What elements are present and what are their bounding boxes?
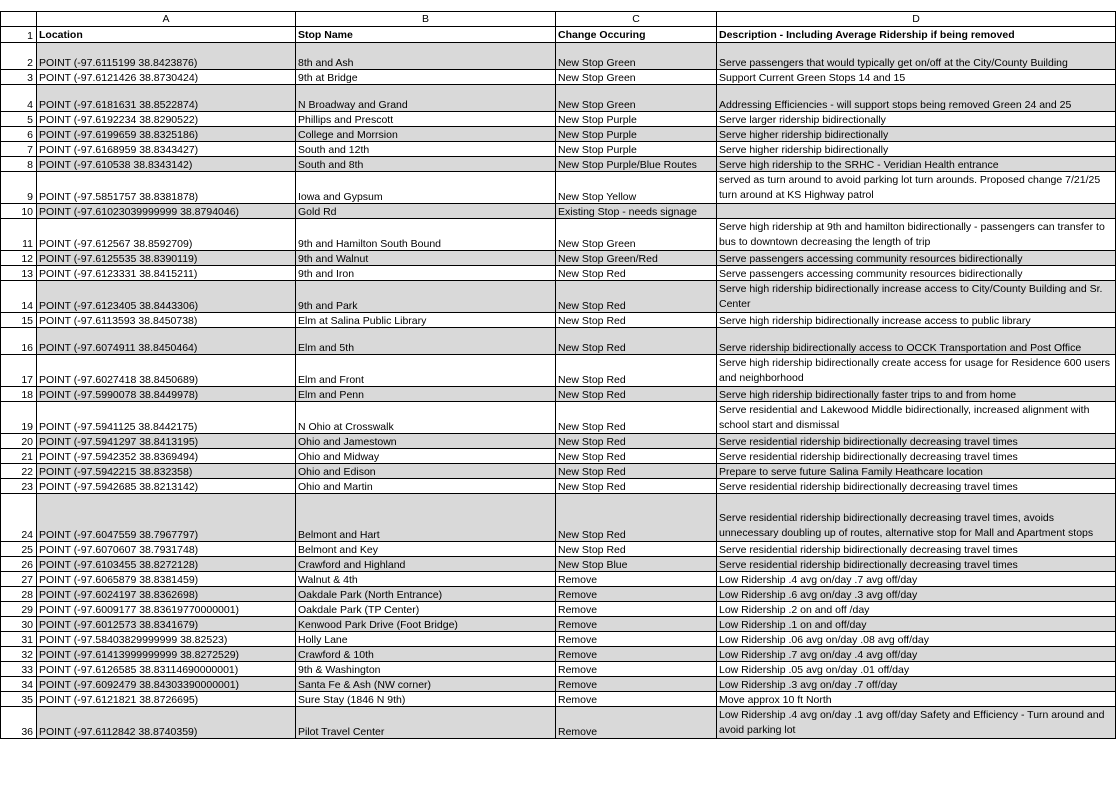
cell-stop-name[interactable]: South and 12th	[296, 142, 556, 157]
cell-change[interactable]: Remove	[556, 587, 717, 602]
cell-description[interactable]: Serve residential ridership bidirectionally decreasing travel times	[717, 434, 1116, 449]
cell-location[interactable]: POINT (-97.6168959 38.8343427)	[37, 142, 296, 157]
cell-location[interactable]: POINT (-97.6126585 38.83114690000001)	[37, 662, 296, 677]
header-description[interactable]: Description - Including Average Ridership if being removed	[717, 27, 1116, 43]
cell-description[interactable]: Addressing Efficiencies - will support stops being removed Green 24 and 25	[717, 85, 1116, 112]
cell-change[interactable]: New Stop Green	[556, 70, 717, 85]
cell-location[interactable]: POINT (-97.5942352 38.8369494)	[37, 449, 296, 464]
cell-stop-name[interactable]: South and 8th	[296, 157, 556, 172]
cell-location[interactable]: POINT (-97.5990078 38.8449978)	[37, 387, 296, 402]
header-change[interactable]: Change Occuring	[556, 27, 717, 43]
table-row	[1, 70, 1116, 85]
row-number[interactable]: 33	[1, 662, 37, 677]
table-row	[1, 662, 1116, 677]
row-number[interactable]: 11	[1, 219, 37, 251]
row-number[interactable]: 15	[1, 313, 37, 328]
cell-stop-name[interactable]: Elm and Penn	[296, 387, 556, 402]
cell-location[interactable]: POINT (-97.6115199 38.8423876)	[37, 43, 296, 70]
cell-stop-name[interactable]: 8th and Ash	[296, 43, 556, 70]
table-row	[1, 707, 1116, 739]
cell-description[interactable]: Low Ridership .4 avg on/day .7 avg off/day	[717, 572, 1116, 587]
cell-description[interactable]: Serve residential ridership bidirectionally decreasing travel times	[717, 449, 1116, 464]
cell-description[interactable]: Serve high ridership at 9th and hamilton bidirectionally - passengers can transfer to bus to downtown decreasing the length of trip	[717, 219, 1116, 251]
column-header-a[interactable]: A	[37, 12, 296, 27]
table-row	[1, 402, 1116, 434]
cell-change[interactable]: New Stop Red	[556, 281, 717, 313]
cell-location[interactable]: POINT (-97.6027418 38.8450689)	[37, 355, 296, 387]
cell-description[interactable]: Low Ridership .2 on and off /day	[717, 602, 1116, 617]
table-row	[1, 387, 1116, 402]
table-row	[1, 142, 1116, 157]
cell-location[interactable]: POINT (-97.6113593 38.8450738)	[37, 313, 296, 328]
spreadsheet-grid	[0, 11, 1116, 739]
table-row	[1, 157, 1116, 172]
cell-description[interactable]: Serve higher ridership bidirectionally	[717, 127, 1116, 142]
column-header-c[interactable]: C	[556, 12, 717, 27]
cell-stop-name[interactable]: Santa Fe & Ash (NW corner)	[296, 677, 556, 692]
row-number[interactable]: 4	[1, 85, 37, 112]
header-stop-name[interactable]: Stop Name	[296, 27, 556, 43]
cell-description[interactable]: Serve residential and Lakewood Middle bidirectionally, increased alignment with school start and dismissal	[717, 402, 1116, 434]
cell-stop-name[interactable]: 9th and Walnut	[296, 251, 556, 266]
cell-change[interactable]: New Stop Red	[556, 387, 717, 402]
table-row	[1, 677, 1116, 692]
cell-description[interactable]: served as turn around to avoid parking lot turn arounds. Proposed change 7/21/25 turn around at KS Highway patrol	[717, 172, 1116, 204]
cell-description[interactable]: Low Ridership .1 on and off/day	[717, 617, 1116, 632]
table-row	[1, 647, 1116, 662]
cell-location[interactable]: POINT (-97.6009177 38.83619770000001)	[37, 602, 296, 617]
cell-stop-name[interactable]: 9th and Hamilton South Bound	[296, 219, 556, 251]
row-number[interactable]: 27	[1, 572, 37, 587]
row-number[interactable]: 28	[1, 587, 37, 602]
cell-change[interactable]: New Stop Purple	[556, 142, 717, 157]
cell-description[interactable]: Serve high ridership bidirectionally increase access to public library	[717, 313, 1116, 328]
table-row	[1, 449, 1116, 464]
cell-change[interactable]: Remove	[556, 692, 717, 707]
table-row	[1, 43, 1116, 70]
cell-change[interactable]: Remove	[556, 602, 717, 617]
row-number[interactable]: 19	[1, 402, 37, 434]
cell-change[interactable]: New Stop Green/Red	[556, 251, 717, 266]
cell-location[interactable]: POINT (-97.5942685 38.8213142)	[37, 479, 296, 494]
cell-change[interactable]: New Stop Red	[556, 328, 717, 355]
table-row	[1, 557, 1116, 572]
cell-change[interactable]: New Stop Red	[556, 355, 717, 387]
cell-change[interactable]: New Stop Blue	[556, 557, 717, 572]
row-number[interactable]: 14	[1, 281, 37, 313]
cell-stop-name[interactable]: Oakdale Park (North Entrance)	[296, 587, 556, 602]
cell-location[interactable]: POINT (-97.6199659 38.8325186)	[37, 127, 296, 142]
row-number[interactable]: 32	[1, 647, 37, 662]
cell-change[interactable]: Remove	[556, 572, 717, 587]
cell-change[interactable]: New Stop Red	[556, 464, 717, 479]
column-header-d[interactable]: D	[717, 12, 1116, 27]
cell-stop-name[interactable]: Oakdale Park (TP Center)	[296, 602, 556, 617]
cell-location[interactable]: POINT (-97.610538 38.8343142)	[37, 157, 296, 172]
row-number[interactable]: 10	[1, 204, 37, 219]
table-row	[1, 587, 1116, 602]
cell-stop-name[interactable]: Phillips and Prescott	[296, 112, 556, 127]
cell-location[interactable]: POINT (-97.6012573 38.8341679)	[37, 617, 296, 632]
cell-description[interactable]: Serve residential ridership bidirectionally decreasing travel times	[717, 542, 1116, 557]
cell-description[interactable]	[717, 204, 1116, 219]
cell-change[interactable]: New Stop Red	[556, 434, 717, 449]
cell-description[interactable]: Serve larger ridership bidirectionally	[717, 112, 1116, 127]
cell-location[interactable]: POINT (-97.6047559 38.7967797)	[37, 494, 296, 542]
row-number[interactable]: 6	[1, 127, 37, 142]
table-row	[1, 542, 1116, 557]
cell-description[interactable]: Serve high ridership bidirectionally increase access to City/County Building and Sr. Center	[717, 281, 1116, 313]
cell-description[interactable]: Low Ridership .05 avg on/day .01 off/day	[717, 662, 1116, 677]
cell-stop-name[interactable]: Kenwood Park Drive (Foot Bridge)	[296, 617, 556, 632]
cell-stop-name[interactable]: Gold Rd	[296, 204, 556, 219]
cell-location[interactable]: POINT (-97.6192234 38.8290522)	[37, 112, 296, 127]
cell-location[interactable]: POINT (-97.6121426 38.8730424)	[37, 70, 296, 85]
cell-location[interactable]: POINT (-97.5941297 38.8413195)	[37, 434, 296, 449]
table-row	[1, 251, 1116, 266]
cell-stop-name[interactable]: 9th & Washington	[296, 662, 556, 677]
table-row	[1, 602, 1116, 617]
cell-location[interactable]: POINT (-97.5941125 38.8442175)	[37, 402, 296, 434]
cell-description[interactable]: Support Current Green Stops 14 and 15	[717, 70, 1116, 85]
cell-location[interactable]: POINT (-97.5942215 38.832358)	[37, 464, 296, 479]
cell-change[interactable]: New Stop Green	[556, 219, 717, 251]
cell-location[interactable]: POINT (-97.6074911 38.8450464)	[37, 328, 296, 355]
cell-stop-name[interactable]: Iowa and Gypsum	[296, 172, 556, 204]
row-number[interactable]: 22	[1, 464, 37, 479]
cell-description[interactable]: Serve passengers that would typically get on/off at the City/County Building	[717, 43, 1116, 70]
cell-change[interactable]: New Stop Red	[556, 542, 717, 557]
cell-location[interactable]: POINT (-97.6112842 38.8740359)	[37, 707, 296, 739]
cell-description[interactable]: Serve higher ridership bidirectionally	[717, 142, 1116, 157]
row-number[interactable]: 8	[1, 157, 37, 172]
cell-stop-name[interactable]: 9th and Iron	[296, 266, 556, 281]
cell-description[interactable]: Serve passengers accessing community resources bidirectionally	[717, 251, 1116, 266]
header-row	[1, 27, 1116, 43]
cell-description[interactable]: Move approx 10 ft North	[717, 692, 1116, 707]
row-number[interactable]: 23	[1, 479, 37, 494]
cell-location[interactable]: POINT (-97.6121821 38.8726695)	[37, 692, 296, 707]
row-number[interactable]: 34	[1, 677, 37, 692]
cell-change[interactable]: New Stop Purple/Blue Routes	[556, 157, 717, 172]
cell-change[interactable]: Remove	[556, 617, 717, 632]
cell-change[interactable]: New Stop Red	[556, 479, 717, 494]
table-row	[1, 572, 1116, 587]
cell-stop-name[interactable]: Elm and 5th	[296, 328, 556, 355]
cell-stop-name[interactable]: 9th and Park	[296, 281, 556, 313]
row-number[interactable]: 35	[1, 692, 37, 707]
cell-stop-name[interactable]: Belmont and Hart	[296, 494, 556, 542]
table-row	[1, 692, 1116, 707]
row-number[interactable]: 26	[1, 557, 37, 572]
cell-location[interactable]: POINT (-97.6123331 38.8415211)	[37, 266, 296, 281]
cell-stop-name[interactable]: Ohio and Midway	[296, 449, 556, 464]
cell-change[interactable]: New Stop Purple	[556, 112, 717, 127]
row-number[interactable]: 18	[1, 387, 37, 402]
row-number[interactable]: 5	[1, 112, 37, 127]
select-all-corner[interactable]	[1, 12, 37, 27]
table-row	[1, 494, 1116, 542]
cell-stop-name[interactable]: Elm and Front	[296, 355, 556, 387]
cell-location[interactable]: POINT (-97.61413999999999 38.8272529)	[37, 647, 296, 662]
cell-location[interactable]: POINT (-97.6125535 38.8390119)	[37, 251, 296, 266]
cell-change[interactable]: New Stop Yellow	[556, 172, 717, 204]
cell-description[interactable]: Low Ridership .06 avg on/day .08 avg off/day	[717, 632, 1116, 647]
cell-stop-name[interactable]: Ohio and Jamestown	[296, 434, 556, 449]
row-number[interactable]: 25	[1, 542, 37, 557]
cell-change[interactable]: Remove	[556, 662, 717, 677]
row-number[interactable]: 29	[1, 602, 37, 617]
table-row	[1, 85, 1116, 112]
cell-change[interactable]: Remove	[556, 677, 717, 692]
table-row	[1, 434, 1116, 449]
table-row	[1, 127, 1116, 142]
table-row	[1, 479, 1116, 494]
cell-description[interactable]: Prepare to serve future Salina Family Heathcare location	[717, 464, 1116, 479]
cell-stop-name[interactable]: Belmont and Key	[296, 542, 556, 557]
table-row	[1, 112, 1116, 127]
table-row	[1, 464, 1116, 479]
cell-change[interactable]: New Stop Green	[556, 43, 717, 70]
cell-change[interactable]: New Stop Red	[556, 449, 717, 464]
column-header-b[interactable]: B	[296, 12, 556, 27]
table-row	[1, 281, 1116, 313]
cell-change[interactable]: Existing Stop - needs signage	[556, 204, 717, 219]
cell-change[interactable]: Remove	[556, 707, 717, 739]
row-number[interactable]: 3	[1, 70, 37, 85]
row-number[interactable]: 36	[1, 707, 37, 739]
cell-description[interactable]: Low Ridership .6 avg on/day .3 avg off/day	[717, 587, 1116, 602]
row-number[interactable]: 17	[1, 355, 37, 387]
cell-stop-name[interactable]: N Broadway and Grand	[296, 85, 556, 112]
top-gap	[0, 0, 1117, 11]
cell-description[interactable]: Low Ridership .3 avg on/day .7 off/day	[717, 677, 1116, 692]
cell-stop-name[interactable]: 9th at Bridge	[296, 70, 556, 85]
cell-description[interactable]: Serve residential ridership bidirectionally decreasing travel times	[717, 479, 1116, 494]
cell-stop-name[interactable]: Pilot Travel Center	[296, 707, 556, 739]
row-number[interactable]: 13	[1, 266, 37, 281]
table-row	[1, 328, 1116, 355]
cell-location[interactable]: POINT (-97.6070607 38.7931748)	[37, 542, 296, 557]
cell-change[interactable]: New Stop Red	[556, 494, 717, 542]
cell-stop-name[interactable]: Crawford and Highland	[296, 557, 556, 572]
cell-location[interactable]: POINT (-97.6123405 38.8443306)	[37, 281, 296, 313]
row-number[interactable]: 31	[1, 632, 37, 647]
cell-stop-name[interactable]: Elm at Salina Public Library	[296, 313, 556, 328]
row-number[interactable]: 2	[1, 43, 37, 70]
cell-description[interactable]: Low Ridership .7 avg on/day .4 avg off/day	[717, 647, 1116, 662]
table-row	[1, 204, 1116, 219]
table-row	[1, 172, 1116, 204]
row-number[interactable]: 24	[1, 494, 37, 542]
cell-location[interactable]: POINT (-97.6024197 38.8362698)	[37, 587, 296, 602]
cell-description[interactable]: Serve ridership bidirectionally access to OCCK Transportation and Post Office	[717, 328, 1116, 355]
row-number[interactable]: 30	[1, 617, 37, 632]
table-row	[1, 313, 1116, 328]
table-row	[1, 355, 1116, 387]
cell-stop-name[interactable]: Sure Stay (1846 N 9th)	[296, 692, 556, 707]
row-number[interactable]: 1	[1, 27, 37, 43]
cell-change[interactable]: Remove	[556, 647, 717, 662]
cell-change[interactable]: New Stop Red	[556, 266, 717, 281]
cell-location[interactable]: POINT (-97.6103455 38.8272128)	[37, 557, 296, 572]
cell-location[interactable]: POINT (-97.6065879 38.8381459)	[37, 572, 296, 587]
cell-stop-name[interactable]: Ohio and Martin	[296, 479, 556, 494]
cell-stop-name[interactable]: Ohio and Edison	[296, 464, 556, 479]
row-number[interactable]: 12	[1, 251, 37, 266]
cell-stop-name[interactable]: N Ohio at Crosswalk	[296, 402, 556, 434]
cell-location[interactable]: POINT (-97.5851757 38.8381878)	[37, 172, 296, 204]
cell-stop-name[interactable]: Holly Lane	[296, 632, 556, 647]
cell-description[interactable]: Low Ridership .4 avg on/day .1 avg off/day Safety and Efficiency - Turn around and avoid parking lot	[717, 707, 1116, 739]
cell-description[interactable]: Serve residential ridership bidirectionally decreasing travel times, avoids unnecessary doubling up of routes, alternative stop for Mall and Apartment stops	[717, 494, 1116, 542]
row-number[interactable]: 21	[1, 449, 37, 464]
cell-description[interactable]: Serve passengers accessing community resources bidirectionally	[717, 266, 1116, 281]
cell-stop-name[interactable]: Crawford & 10th	[296, 647, 556, 662]
cell-stop-name[interactable]: College and Morrsion	[296, 127, 556, 142]
cell-change[interactable]: New Stop Red	[556, 313, 717, 328]
cell-description[interactable]: Serve high ridership bidirectionally faster trips to and from home	[717, 387, 1116, 402]
cell-change[interactable]: New Stop Red	[556, 402, 717, 434]
cell-location[interactable]: POINT (-97.61023039999999 38.8794046)	[37, 204, 296, 219]
cell-stop-name[interactable]: Walnut & 4th	[296, 572, 556, 587]
table-row	[1, 219, 1116, 251]
cell-location[interactable]: POINT (-97.6181631 38.8522874)	[37, 85, 296, 112]
row-number[interactable]: 9	[1, 172, 37, 204]
table-row	[1, 617, 1116, 632]
cell-location[interactable]: POINT (-97.6092479 38.84303390000001)	[37, 677, 296, 692]
cell-description[interactable]: Serve high ridership bidirectionally create access for usage for Residence 600 users and neighborhood	[717, 355, 1116, 387]
cell-description[interactable]: Serve residential ridership bidirectionally decreasing travel times	[717, 557, 1116, 572]
cell-change[interactable]: New Stop Purple	[556, 127, 717, 142]
cell-location[interactable]: POINT (-97.612567 38.8592709)	[37, 219, 296, 251]
table-row	[1, 266, 1116, 281]
row-number[interactable]: 7	[1, 142, 37, 157]
cell-location[interactable]: POINT (-97.58403829999999 38.82523)	[37, 632, 296, 647]
cell-change[interactable]: Remove	[556, 632, 717, 647]
row-number[interactable]: 16	[1, 328, 37, 355]
table-row	[1, 632, 1116, 647]
cell-change[interactable]: New Stop Green	[556, 85, 717, 112]
row-number[interactable]: 20	[1, 434, 37, 449]
cell-description[interactable]: Serve high ridership to the SRHC - Veridian Health entrance	[717, 157, 1116, 172]
header-location[interactable]: Location	[37, 27, 296, 43]
